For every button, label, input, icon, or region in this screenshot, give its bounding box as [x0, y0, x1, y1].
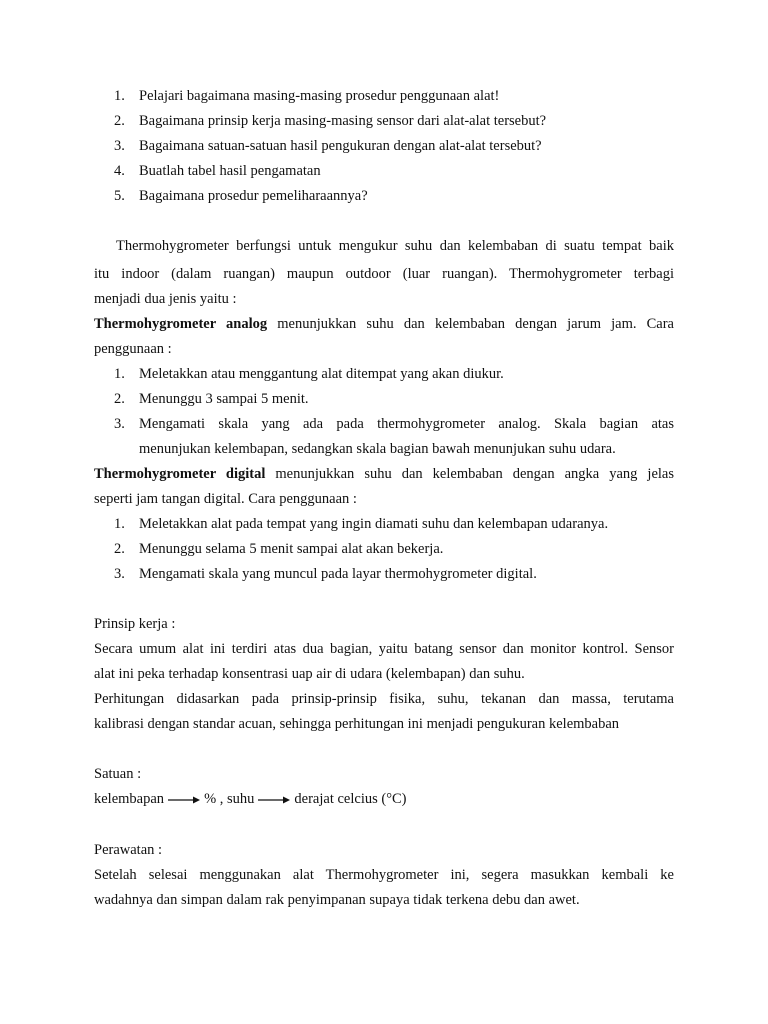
- list-item: Bagaimana prinsip kerja masing-masing sensor dari alat-alat tersebut?: [139, 113, 547, 129]
- list-number: 4.: [114, 163, 125, 179]
- satuan-heading: Satuan :: [94, 766, 142, 782]
- list-number: 3.: [114, 138, 125, 154]
- perawatan-heading: Perawatan :: [94, 842, 163, 858]
- perawatan-line2: wadahnya dan simpan dalam rak penyimpanan supaya tidak terkena debu dan awet.: [94, 892, 580, 908]
- digital-description: [94, 465, 674, 483]
- satuan-unit-2: derajat celcius (°C): [294, 791, 407, 807]
- list-number: 2.: [114, 541, 125, 557]
- list-item: Pelajari bagaimana masing-masing prosedur penggunaan alat!: [139, 88, 500, 104]
- satuan-label: kelembapan: [94, 791, 165, 807]
- list-item: Bagaimana satuan-satuan hasil pengukuran dengan alat-alat tersebut?: [139, 138, 542, 154]
- prinsip-p1-line2: alat ini peka terhadap konsentrasi uap air di udara (kelembapan) dan suhu.: [94, 666, 525, 682]
- list-number: 1.: [114, 88, 125, 104]
- list-number: 2.: [114, 391, 125, 407]
- intro-line-2: itu indoor (dalam ruangan) maupun outdoor (luar ruangan). Thermohygrometer terbagi: [94, 266, 674, 282]
- satuan-unit-1: % , suhu: [204, 791, 255, 807]
- list-item: Menunggu 3 sampai 5 menit.: [139, 391, 309, 407]
- list-number: 5.: [114, 188, 125, 204]
- analog-term: Thermohygrometer analog: [94, 316, 268, 332]
- list-item: Bagaimana prosedur pemeliharaannya?: [139, 188, 368, 204]
- digital-term: Thermohygrometer digital: [94, 466, 266, 482]
- list-number: 2.: [114, 113, 125, 129]
- list-item: Menunggu selama 5 menit sampai alat akan bekerja.: [139, 541, 444, 557]
- intro-line-3: menjadi dua jenis yaitu :: [94, 291, 237, 307]
- intro-line-1: Thermohygrometer berfungsi untuk mengukur suhu dan kelembaban di suatu tempat baik: [116, 238, 674, 254]
- perawatan-line1: Setelah selesai menggunakan alat Thermohygrometer ini, segera masukkan kembali ke: [94, 867, 674, 883]
- list-item: Mengamati skala yang muncul pada layar thermohygrometer digital.: [139, 566, 537, 582]
- analog-desc-2: penggunaan :: [94, 341, 172, 357]
- list-number: 1.: [114, 366, 125, 382]
- list-number: 3.: [114, 566, 125, 582]
- list-item: Buatlah tabel hasil pengamatan: [139, 163, 321, 179]
- list-item: Mengamati skala yang ada pada thermohygrometer analog. Skala bagian atas: [139, 416, 674, 432]
- list-number: 3.: [114, 416, 125, 432]
- arrow-right-icon: [168, 795, 200, 805]
- prinsip-p2-line1: Perhitungan didasarkan pada prinsip-prinsip fisika, suhu, tekanan dan massa, terutama: [94, 691, 674, 707]
- analog-description: [94, 315, 674, 333]
- list-item-continuation: menunjukan kelembapan, sedangkan skala bagian bawah menunjukan suhu udara.: [139, 441, 616, 457]
- digital-desc-2: seperti jam tangan digital. Cara penggunaan :: [94, 491, 357, 507]
- analog-desc-1: menunjukkan suhu dan kelembaban dengan jarum jam. Cara: [267, 316, 674, 332]
- satuan-line: [94, 790, 674, 808]
- prinsip-p1-line1: Secara umum alat ini terdiri atas dua bagian, yaitu batang sensor dan monitor kontrol. Sensor: [94, 641, 674, 657]
- arrow-right-icon: [258, 795, 290, 805]
- prinsip-p2-line2: kalibrasi dengan standar acuan, sehingga perhitungan ini menjadi pengukuran kelembaban: [94, 716, 620, 732]
- list-item: Meletakkan atau menggantung alat ditempat yang akan diukur.: [139, 366, 504, 382]
- list-number: 1.: [114, 516, 125, 532]
- digital-desc-1: menunjukkan suhu dan kelembaban dengan angka yang jelas: [265, 466, 675, 482]
- list-item: Meletakkan alat pada tempat yang ingin diamati suhu dan kelembapan udaranya.: [139, 516, 609, 532]
- prinsip-heading: Prinsip kerja :: [94, 616, 176, 632]
